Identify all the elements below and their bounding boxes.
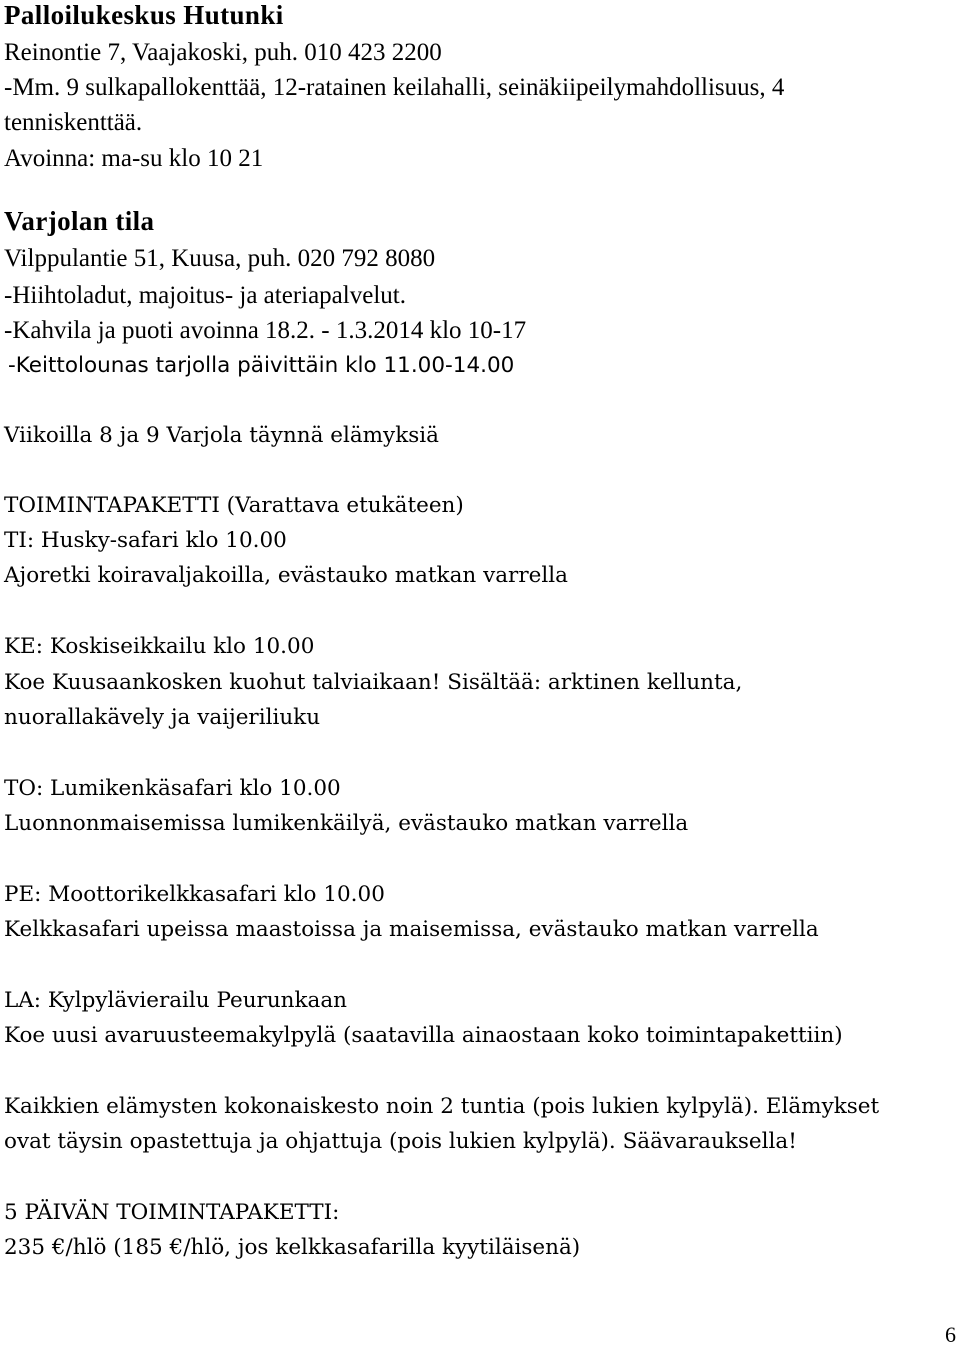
package-heading: TOIMINTAPAKETTI (Varattava etukäteen): [4, 493, 464, 518]
hutunki-hours: Avoinna: ma-su klo 10 21: [4, 145, 264, 172]
hutunki-facilities-line1: -Mm. 9 sulkapallokenttää, 12-ratainen keilahalli, seinäkiipeilymahdollisuus, 4: [4, 74, 785, 101]
activity-desc: Kelkkasafari upeissa maastoissa ja maisemissa, evästauko matkan varrella: [4, 917, 819, 942]
activity-desc: Ajoretki koiravaljakoilla, evästauko matkan varrella: [4, 563, 568, 588]
hutunki-address: Reinontie 7, Vaajakoski, puh. 010 423 2200: [4, 39, 442, 66]
hutunki-facilities-line2: tenniskenttää.: [4, 109, 143, 136]
price-heading: 5 PÄIVÄN TOIMINTAPAKETTI:: [4, 1200, 340, 1225]
price-text: 235 €/hlö (185 €/hlö, jos kelkkasafarilla kyytiläisenä): [4, 1235, 581, 1260]
summary-line1: Kaikkien elämysten kokonaiskesto noin 2 tuntia (pois lukien kylpylä). Elämykset: [4, 1094, 880, 1119]
section-title-varjola: Varjolan tila: [4, 206, 155, 236]
activity-title: TI: Husky-safari klo 10.00: [4, 528, 287, 553]
varjola-cafe: -Kahvila ja puoti avoinna 18.2. - 1.3.2014 klo 10-17: [4, 317, 527, 344]
varjola-address: Vilppulantie 51, Kuusa, puh. 020 792 8080: [4, 245, 436, 272]
section-title-hutunki: Palloilukeskus Hutunki: [4, 0, 284, 30]
activity-desc: Koe uusi avaruusteemakylpylä (saatavilla ainaostaan koko toimintapakettiin): [4, 1023, 843, 1048]
varjola-services: -Hiihtoladut, majoitus- ja ateriapalvelut.: [4, 282, 406, 309]
varjola-lunch: -Keittolounas tarjolla päivittäin klo 11.00-14.00: [8, 353, 515, 378]
weeks-heading: Viikoilla 8 ja 9 Varjola täynnä elämyksiä: [4, 423, 439, 448]
page-number: 6: [945, 1322, 956, 1347]
activity-desc-continued: nuorallakävely ja vaijeriliuku: [4, 705, 321, 730]
activity-title: PE: Moottorikelkkasafari klo 10.00: [4, 882, 385, 907]
summary-line2: ovat täysin opastettuja ja ohjattuja (pois lukien kylpylä). Säävarauksella!: [4, 1129, 797, 1154]
activity-desc: Koe Kuusaankosken kuohut talviaikaan! Sisältää: arktinen kellunta,: [4, 670, 743, 695]
activity-title: KE: Koskiseikkailu klo 10.00: [4, 634, 315, 659]
activity-desc: Luonnonmaisemissa lumikenkäilyä, evästauko matkan varrella: [4, 811, 689, 836]
activity-title: TO: Lumikenkäsafari klo 10.00: [4, 776, 341, 801]
activity-title: LA: Kylpylävierailu Peurunkaan: [4, 988, 348, 1013]
